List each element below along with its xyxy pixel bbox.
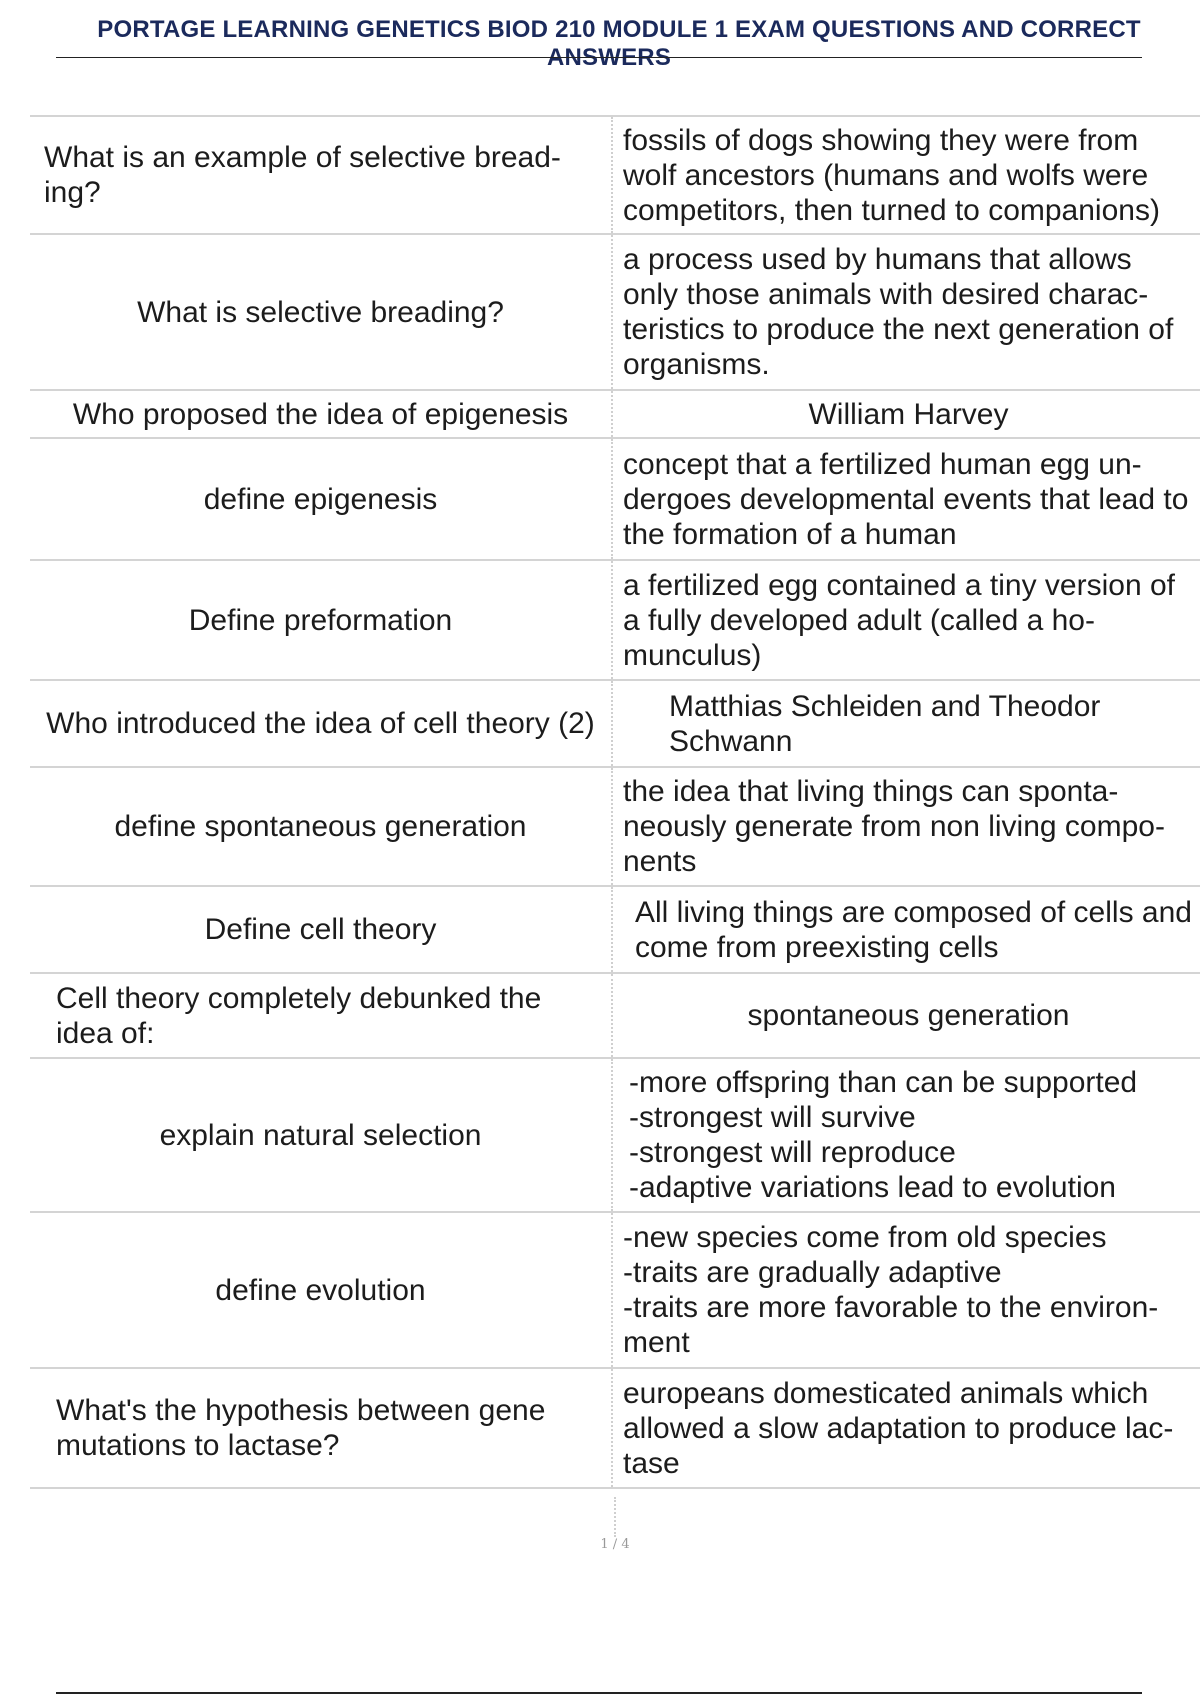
table-row	[30, 390, 1200, 438]
question-cell: What is selective breading?	[137, 295, 504, 329]
answer-cell: spontaneous generation	[612, 973, 1200, 1058]
question-cell: define evolution	[215, 1273, 426, 1307]
footer-rule	[56, 1692, 1142, 1694]
table-row	[30, 438, 1200, 560]
question-cell: Who introduced the idea of cell theory (2)	[46, 707, 595, 740]
question-cell: define epigenesis	[203, 482, 438, 516]
question-cell: explain natural selection	[159, 1118, 482, 1152]
table-row	[30, 1058, 1200, 1212]
question-cell: Cell theory completely debunked the idea of:	[56, 981, 542, 1050]
question-cell: define spontaneous generation	[114, 810, 527, 843]
column-divider-extension	[614, 1497, 616, 1537]
table-row	[30, 116, 1200, 234]
answer-cell: fossils of dogs showing they were from wolf ancestors (humans and wolfs were competitors, then turned to companions)	[612, 116, 1200, 234]
answer-cell: -new species come from old species -traits are gradually adaptive -traits are more favorable to the environ-ment	[612, 1212, 1200, 1368]
table-row	[30, 767, 1200, 886]
table-row	[30, 1212, 1200, 1368]
question-cell: Define cell theory	[204, 913, 437, 946]
question-cell: What is an example of selective bread-ing?	[44, 141, 561, 209]
answer-cell: europeans domesticated animals which allowed a slow adaptation to produce lac-tase	[612, 1368, 1200, 1488]
answer-cell: William Harvey	[612, 390, 1200, 438]
document-title-line2: ANSWERS	[546, 44, 672, 71]
question-cell: Who proposed the idea of epigenesis	[72, 397, 569, 431]
qa-table	[30, 115, 1200, 1489]
question-cell: Define preformation	[188, 603, 453, 637]
answer-cell: the idea that living things can sponta-neously generate from non living compo-nents	[612, 767, 1200, 886]
document-title-line1: PORTAGE LEARNING GENETICS BIOD 210 MODULE 1 EXAM QUESTIONS AND CORRECT	[97, 16, 1141, 43]
document-title	[38, 16, 1200, 72]
question-cell: What's the hypothesis between gene mutations to lactase?	[56, 1394, 546, 1462]
title-underline	[56, 57, 1142, 58]
answer-cell: Matthias Schleiden and Theodor Schwann	[612, 680, 1200, 767]
answer-cell: a process used by humans that allows only those animals with desired charac-teristics to produce the next generation of organisms.	[612, 234, 1200, 390]
table-row	[30, 886, 1200, 973]
answer-cell: concept that a fertilized human egg un-dergoes developmental events that lead to the formation of a human	[612, 438, 1200, 560]
answer-cell: a fertilized egg contained a tiny version of a fully developed adult (called a ho-munculus)	[612, 560, 1200, 680]
answer-cell: -more offspring than can be supported -strongest will survive -strongest will reproduce -adaptive variations lead to evolution	[612, 1058, 1200, 1212]
table-row	[30, 680, 1200, 767]
table-row	[30, 1368, 1200, 1488]
table-row	[30, 234, 1200, 390]
page-number: 1 / 4	[600, 1537, 630, 1552]
table-row	[30, 973, 1200, 1058]
answer-cell: All living things are composed of cells and come from preexisting cells	[612, 886, 1200, 973]
table-row	[30, 560, 1200, 680]
